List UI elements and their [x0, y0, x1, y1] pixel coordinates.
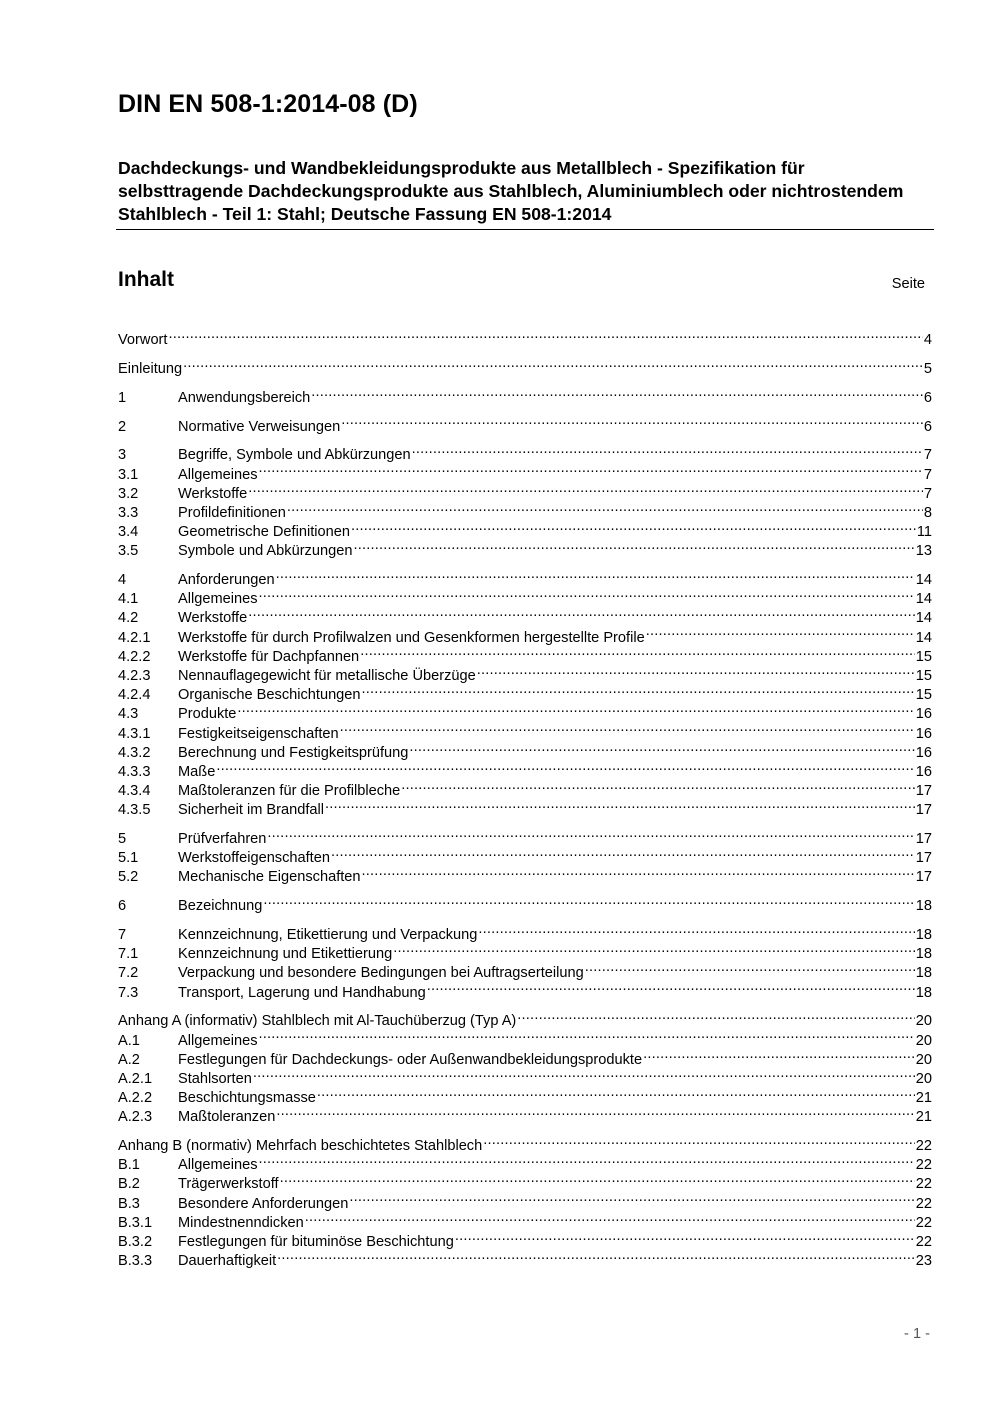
toc-entry-title: Produkte [178, 706, 237, 723]
toc-entry-page: 18 [915, 965, 932, 982]
toc-entry-number: 4.3.3 [118, 763, 151, 780]
toc-entry-page: 16 [915, 744, 932, 761]
toc-entry-number: 3.3 [118, 504, 139, 521]
toc-dot-leader [267, 824, 914, 843]
toc-entry-page: 4 [923, 332, 932, 349]
toc-entry-page: 22 [915, 1176, 932, 1193]
toc-entry-title: Besondere Anforderungen [178, 1195, 349, 1212]
toc-entry-page: 11 [916, 524, 932, 541]
toc-dot-leader [168, 325, 922, 344]
toc-dot-leader [248, 479, 923, 498]
toc-dot-leader [393, 939, 915, 958]
toc-dot-leader [517, 1006, 914, 1025]
toc-entry-page: 18 [915, 984, 932, 1001]
toc-dot-leader [478, 920, 914, 939]
toc-entry-page: 14 [915, 591, 932, 608]
toc-entry-title: Normative Verweisungen [178, 418, 341, 435]
toc-entry-title: Werkstoffe [178, 485, 248, 502]
toc-entry-title: Allgemeines [178, 591, 258, 608]
toc-entry-title: Verpackung und besondere Bedingungen bei Auftragserteilung [178, 965, 584, 982]
toc-entry-number: 7.3 [118, 984, 139, 1001]
toc-entry-number: 4.2.3 [118, 667, 151, 684]
toc-entry-title: Anwendungsbereich [178, 389, 311, 406]
toc-dot-leader [643, 1045, 915, 1064]
toc-entry-page: 20 [915, 1051, 932, 1068]
toc-entry-number: B.3.2 [118, 1234, 153, 1250]
toc-entry-page: 16 [915, 706, 932, 723]
document-title: Dachdeckungs- und Wandbekleidungsprodukte aus Metallblech - Spezifikation für selbsttragende Dachdeckungsprodukte aus Stahlblech, Aluminiumblech oder nichtrostendem Stahlblech - Teil 1: Stahl; Deutsche Fassung EN 508-1:2014 [118, 158, 904, 224]
toc-entry-number: A.2.3 [118, 1109, 153, 1126]
toc-entry-number: B.2 [118, 1176, 140, 1193]
toc-dot-leader [216, 757, 914, 776]
toc-entry-page: 14 [915, 572, 932, 589]
toc-entry-title: Transport, Lagerung und Handhabung [178, 984, 426, 1001]
toc-entry-title: Geometrische Definitionen [178, 524, 350, 541]
toc-entry[interactable] [118, 354, 932, 377]
toc-entry-page: 17 [915, 802, 932, 819]
toc-dot-leader [259, 1025, 915, 1044]
toc-entry-number: 4.3 [118, 706, 139, 723]
toc-entry-title: Maßtoleranzen [178, 1109, 276, 1126]
toc-entry-number: 4.3.1 [118, 725, 151, 742]
toc-entry-title: Werkstoffe [178, 610, 248, 627]
toc-dot-leader [331, 843, 915, 862]
toc-entry-title: Anforderungen [178, 572, 275, 589]
toc-dot-leader [259, 584, 915, 603]
document-id: DIN EN 508-1:2014-08 (D) [118, 90, 418, 118]
toc-entry-page: 22 [915, 1195, 932, 1212]
toc-entry-number: B.3.1 [118, 1214, 153, 1231]
toc-entry-number: 4 [118, 572, 127, 589]
toc-entry-number: 5.2 [118, 869, 139, 886]
toc-dot-leader [585, 958, 915, 977]
title-divider [116, 229, 934, 230]
toc-entry-title: Stahlsorten [178, 1070, 252, 1087]
toc-entry-number: 3.2 [118, 485, 139, 502]
toc-entry-title: Allgemeines [178, 1032, 258, 1049]
toc-dot-leader [351, 517, 916, 536]
toc-entry-number: 1 [118, 389, 127, 406]
toc-entry-title: Werkstoffe für Dachpfannen [178, 648, 360, 665]
toc-entry-number: 6 [118, 898, 127, 915]
toc-dot-leader [277, 1246, 915, 1265]
toc-dot-leader [248, 603, 915, 622]
toc-dot-leader [483, 1131, 915, 1150]
toc-entry-page: 20 [915, 1070, 932, 1087]
toc-entry-page: 22 [915, 1234, 932, 1250]
toc-dot-leader [305, 1208, 915, 1227]
toc-entry-title: Anhang B (normativ) Mehrfach beschichtetes Stahlblech [118, 1138, 483, 1155]
toc-entry-title: Werkstoffeigenschaften [178, 850, 330, 867]
toc-dot-leader [280, 1169, 915, 1188]
toc-entry-title: Kennzeichnung und Etikettierung [178, 946, 393, 963]
toc-dot-leader [325, 795, 915, 814]
toc-entry-title: Festigkeitseigenschaften [178, 725, 339, 742]
toc-entry-number: 4.2.1 [118, 629, 151, 646]
toc-entry-title: Allgemeines [178, 466, 258, 483]
toc-entry-number: 4.2.4 [118, 687, 151, 704]
toc-dot-leader [455, 1227, 915, 1246]
toc-entry-page: 21 [915, 1109, 932, 1126]
toc-entry-number: A.2.2 [118, 1090, 153, 1107]
toc-entry-page: 16 [915, 725, 932, 742]
toc-entry-title: Beschichtungsmasse [178, 1090, 316, 1107]
toc-entry-title: Maßtoleranzen für die Profilbleche [178, 783, 401, 800]
toc-entry-page: 6 [923, 389, 932, 406]
toc-entry-title: Nennauflagegewicht für metallische Überzüge [178, 667, 476, 684]
toc-entry-title: Prüfverfahren [178, 831, 267, 848]
toc-entry-number: 4.2 [118, 610, 139, 627]
toc-entry-title: Festlegungen für Dachdeckungs- oder Außenwandbekleidungsprodukte [178, 1051, 643, 1068]
toc-entry-number: 4.3.5 [118, 802, 151, 819]
toc-entry-title: Mechanische Eigenschaften [178, 869, 361, 886]
toc-entry-page: 17 [915, 831, 932, 848]
toc-dot-leader [263, 891, 914, 910]
toc-entry[interactable] [118, 891, 932, 915]
toc-entry[interactable] [118, 699, 932, 723]
toc-entry-title: Symbole und Abkürzungen [178, 543, 353, 560]
toc-entry[interactable] [118, 776, 932, 800]
toc-entry-title: Begriffe, Symbole und Abkürzungen [178, 447, 411, 464]
toc-entry-title: Festlegungen für bituminöse Beschichtung [178, 1234, 454, 1250]
toc-entry-page: 16 [915, 763, 932, 780]
toc-entry-page: 17 [915, 783, 932, 800]
table-of-contents [118, 325, 932, 1270]
toc-entry-page: 21 [915, 1090, 932, 1107]
toc-entry-page: 14 [915, 610, 932, 627]
toc-entry-page: 15 [915, 648, 932, 665]
toc-entry[interactable] [118, 757, 932, 780]
toc-entry[interactable] [118, 1131, 932, 1155]
toc-entry-number: A.1 [118, 1032, 140, 1049]
toc-entry[interactable] [118, 383, 932, 406]
toc-entry-number: 3.4 [118, 524, 139, 541]
toc-entry-title: Anhang A (informativ) Stahlblech mit Al-Tauchüberzug (Typ A) [118, 1013, 517, 1030]
toc-entry-page: 7 [923, 447, 932, 464]
toc-entry[interactable] [118, 565, 932, 589]
toc-entry-number: 2 [118, 418, 127, 435]
toc-dot-leader [287, 498, 923, 517]
toc-dot-leader [253, 1064, 915, 1083]
toc-entry-page: 8 [923, 504, 932, 521]
toc-dot-leader [362, 680, 915, 699]
toc-entry-number: 4.2.2 [118, 648, 151, 665]
toc-page-column-label: Seite [891, 276, 925, 292]
toc-entry-page: 5 [923, 360, 932, 377]
toc-entry-number: 4.3.2 [118, 744, 151, 761]
toc-entry[interactable] [118, 440, 932, 464]
toc-entry-title: Organische Beschichtungen [178, 687, 361, 704]
toc-entry[interactable] [118, 824, 932, 848]
toc-entry-number: B.3.3 [118, 1253, 153, 1270]
toc-entry-title: Werkstoffe für durch Profilwalzen und Gesenkformen hergestellte Profile [178, 629, 645, 646]
toc-entry-title: Berechnung und Festigkeitsprüfung [178, 744, 409, 761]
toc-entry[interactable] [118, 718, 932, 742]
toc-dot-leader [183, 354, 923, 373]
toc-entry-title: Sicherheit im Brandfall [178, 802, 325, 819]
toc-entry-page: 13 [915, 543, 932, 560]
toc-dot-leader [360, 642, 915, 661]
toc-entry-title: Vorwort [118, 332, 168, 349]
toc-entry-title: Bezeichnung [178, 898, 263, 915]
toc-entry-number: 5.1 [118, 850, 139, 867]
toc-dot-leader [340, 718, 915, 737]
toc-entry-page: 14 [915, 629, 932, 646]
toc-entry-number: B.3 [118, 1195, 140, 1212]
toc-dot-leader [259, 1150, 915, 1169]
toc-dot-leader [276, 565, 915, 584]
toc-entry-page: 7 [923, 466, 932, 483]
toc-entry-page: 18 [915, 927, 932, 943]
toc-entry-page: 15 [915, 687, 932, 704]
toc-entry-page: 22 [915, 1214, 932, 1231]
toc-entry-number: 3.1 [118, 466, 139, 483]
toc-entry-title: Dauerhaftigkeit [178, 1253, 277, 1270]
toc-entry-page: 23 [915, 1253, 932, 1270]
page-number: - 1 - [904, 1326, 930, 1342]
toc-dot-leader [427, 977, 915, 996]
toc-dot-leader [409, 738, 914, 757]
toc-heading: Inhalt [118, 268, 174, 291]
toc-entry-title: Maße [178, 763, 216, 780]
toc-dot-leader [362, 862, 915, 881]
toc-entry-page: 7 [923, 485, 932, 502]
toc-entry-number: 3.5 [118, 543, 139, 560]
toc-entry-page: 20 [915, 1013, 932, 1030]
toc-entry[interactable] [118, 920, 932, 943]
toc-dot-leader [353, 536, 914, 555]
toc-dot-leader [341, 411, 923, 430]
toc-dot-leader [401, 776, 915, 795]
toc-entry-page: 17 [915, 850, 932, 867]
toc-dot-leader [311, 383, 923, 402]
toc-dot-leader [317, 1083, 915, 1102]
toc-entry-number: B.1 [118, 1157, 140, 1174]
toc-entry-number: 4.1 [118, 591, 139, 608]
toc-dot-leader [412, 440, 923, 459]
toc-entry-page: 6 [923, 418, 932, 435]
toc-entry-page: 15 [915, 667, 932, 684]
toc-dot-leader [276, 1102, 914, 1121]
toc-entry[interactable] [118, 1006, 932, 1030]
toc-dot-leader [477, 661, 915, 680]
toc-entry-title: Einleitung [118, 360, 183, 377]
toc-entry-page: 17 [915, 869, 932, 886]
toc-entry[interactable] [118, 325, 932, 349]
toc-entry-number: 4.3.4 [118, 783, 151, 800]
toc-entry-number: 3 [118, 447, 127, 464]
toc-dot-leader [646, 622, 915, 641]
toc-entry-page: 22 [915, 1138, 932, 1155]
toc-entry-number: 7.2 [118, 965, 139, 982]
toc-entry-title: Kennzeichnung, Etikettierung und Verpackung [178, 927, 478, 943]
toc-entry-title: Allgemeines [178, 1157, 258, 1174]
toc-dot-leader [237, 699, 914, 718]
toc-dot-leader [349, 1188, 914, 1207]
toc-entry-number: 7 [118, 927, 127, 943]
toc-entry-page: 18 [915, 946, 932, 963]
toc-entry-number: 7.1 [118, 946, 139, 963]
toc-entry[interactable] [118, 411, 932, 435]
toc-entry-title: Profildefinitionen [178, 504, 286, 521]
toc-entry-page: 20 [915, 1032, 932, 1049]
toc-entry-page: 22 [915, 1157, 932, 1174]
toc-entry-number: 5 [118, 831, 127, 848]
toc-entry-page: 18 [915, 898, 932, 915]
toc-entry-number: A.2.1 [118, 1070, 153, 1087]
toc-entry-title: Mindestnenndicken [178, 1214, 304, 1231]
toc-entry-title: Trägerwerkstoff [178, 1176, 279, 1193]
toc-dot-leader [259, 459, 923, 478]
toc-entry-number: A.2 [118, 1051, 140, 1068]
